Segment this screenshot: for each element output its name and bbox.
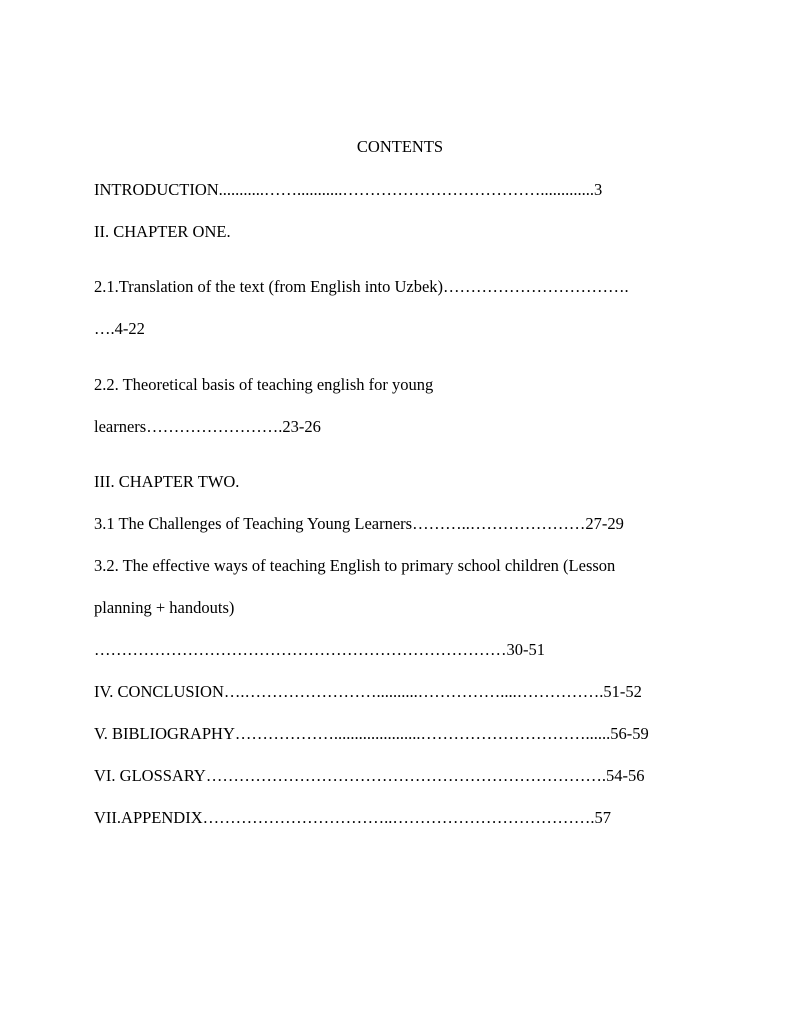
toc-conclusion: IV. CONCLUSION….……………………..........……………....…………….51-52 [94, 682, 642, 701]
toc-section-2-1-pages: ….4-22 [94, 319, 145, 338]
toc-section-2-1: 2.1.Translation of the text (from English into Uzbek)……………………………. [94, 277, 629, 296]
toc-section-3-2-cont: planning + handouts) [94, 598, 235, 617]
toc-chapter-two: III. CHAPTER TWO. [94, 472, 240, 491]
toc-section-2-2-cont: learners…………………….23-26 [94, 417, 321, 436]
toc-section-3-1: 3.1 The Challenges of Teaching Young Learners………..…………………27-29 [94, 514, 624, 533]
toc-section-3-2-pages: …………………………………………………………………30-51 [94, 640, 545, 659]
toc-appendix: VII.APPENDIX……………………………..……………………………….57 [94, 808, 611, 827]
contents-heading: CONTENTS [356, 137, 444, 156]
toc-section-2-2: 2.2. Theoretical basis of teaching english for young [94, 375, 434, 394]
toc-chapter-one: II. CHAPTER ONE. [94, 222, 231, 241]
toc-bibliography: V. BIBLIOGRAPHY……………….....................…………………………......56-59 [94, 724, 649, 743]
toc-introduction: INTRODUCTION...........……...........……………………………….............3 [94, 180, 603, 199]
toc-glossary: VI. GLOSSARY……………………………………………………………….54-56 [94, 766, 645, 785]
toc-section-3-2: 3.2. The effective ways of teaching English to primary school children (Lesson [94, 556, 616, 575]
